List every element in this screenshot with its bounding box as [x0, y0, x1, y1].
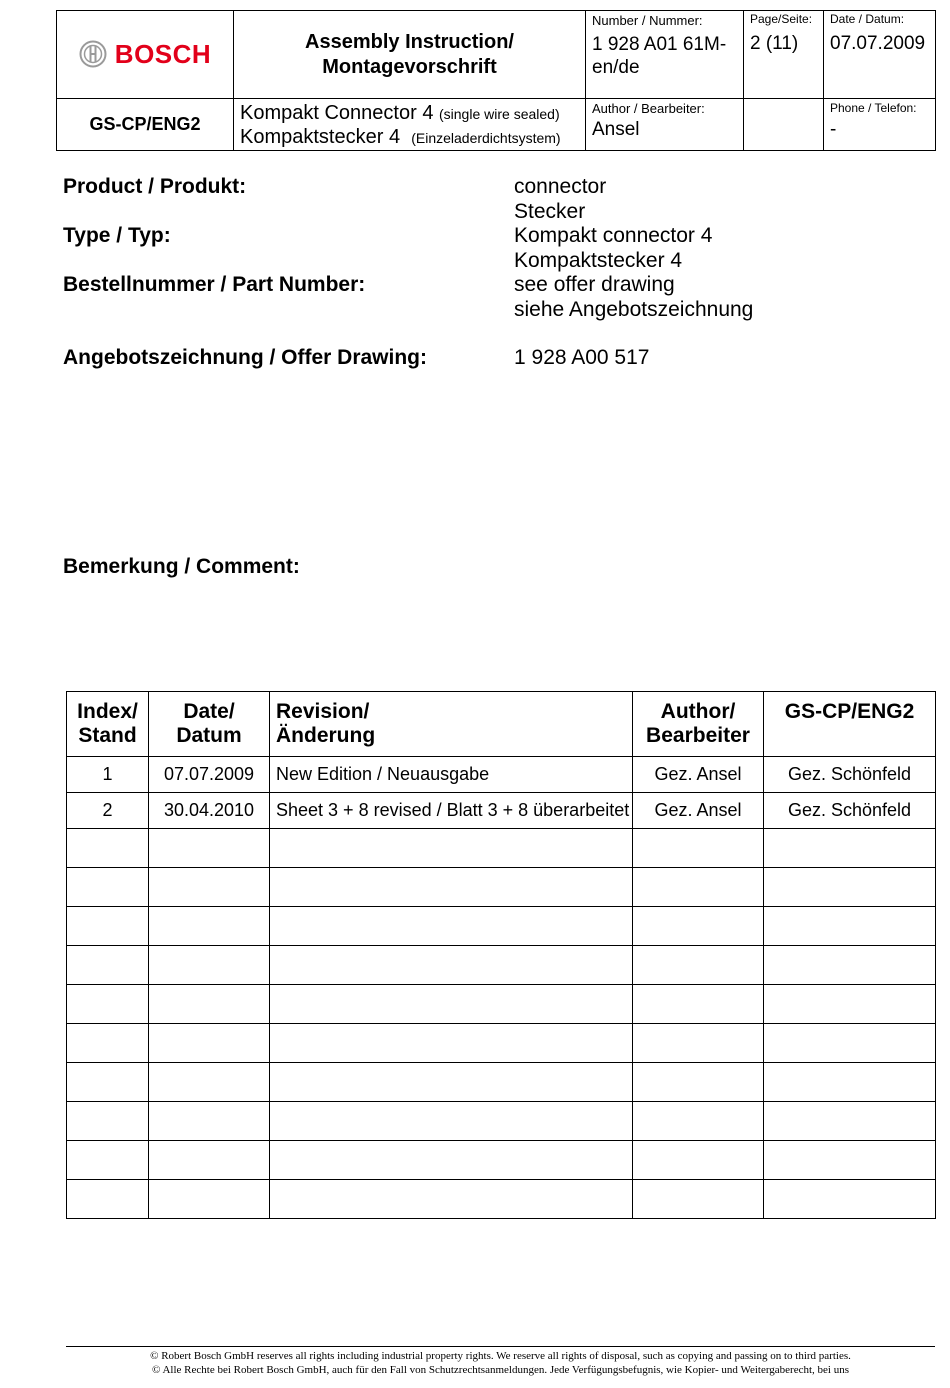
table-row — [67, 793, 936, 829]
row-revision: Sheet 3 + 8 revised / Blatt 3 + 8 überarbeitet — [270, 793, 633, 829]
product-value-en: connector — [514, 175, 607, 198]
description-line-1: Kompakt Connector 4 — [240, 102, 434, 124]
bosch-armature-icon — [79, 40, 107, 68]
page-value: 2 (11) — [750, 33, 799, 54]
author-cell — [586, 99, 744, 151]
department: GS-CP/ENG2 — [89, 114, 201, 134]
empty-table-row — [67, 1141, 936, 1180]
revision-header — [270, 692, 633, 757]
description-cell — [234, 99, 586, 151]
offer-drawing-label: Angebotszeichnung / Offer Drawing: — [63, 346, 428, 369]
number-value: 1 928 A01 61M-en/de — [592, 34, 727, 78]
row-approver: Gez. Schönfeld — [764, 757, 936, 793]
empty-table-row — [67, 946, 936, 985]
date-cell — [824, 11, 936, 99]
empty-table-row — [67, 868, 936, 907]
author-value: Ansel — [592, 119, 640, 140]
row-revision: New Edition / Neuausgabe — [270, 757, 633, 793]
empty-table-row — [67, 1180, 936, 1219]
empty-table-row — [67, 1024, 936, 1063]
document-title — [234, 11, 586, 99]
date-header — [149, 692, 270, 757]
author-header-line-2: Bearbeiter — [646, 724, 750, 747]
part-number-value-de: siehe Angebotszeichnung — [514, 297, 754, 321]
revision-table — [66, 691, 936, 1219]
date-value: 07.07.2009 — [830, 33, 926, 54]
brand-logo: BOSCH — [114, 38, 212, 69]
date-header-line-2: Datum — [176, 724, 242, 747]
empty-table-row — [67, 907, 936, 946]
empty-table-row — [67, 985, 936, 1024]
phone-label: Phone / Telefon: — [830, 101, 917, 115]
copyright-line-2: © Alle Rechte bei Robert Bosch GmbH, auch für den Fall von Schutzrechtsanmeldungen. Jede Verfügungsbefugnis, wie Kopier- und Weitergaberecht, bei uns — [151, 1364, 850, 1376]
table-row — [67, 757, 936, 793]
department-header: GS-CP/ENG2 — [764, 692, 936, 757]
date-header-line-1: Date/ — [183, 700, 235, 723]
type-label: Type / Typ: — [63, 224, 171, 247]
row-index: 1 — [67, 757, 149, 793]
index-header — [67, 692, 149, 757]
copyright-footer — [66, 1349, 935, 1377]
author-header-line-1: Author/ — [660, 700, 736, 723]
page-cell — [744, 11, 824, 99]
revision-header-line-2: Änderung — [276, 724, 376, 747]
empty-table-row — [67, 1102, 936, 1141]
product-label: Product / Produkt: — [63, 175, 247, 198]
phone-value: - — [830, 119, 837, 140]
part-number-value-en: see offer drawing — [514, 273, 675, 296]
number-label: Number / Nummer: — [592, 13, 703, 28]
number-cell — [586, 11, 744, 99]
title-line-1: Assembly Instruction/ — [305, 30, 514, 53]
index-header-line-1: Index/ — [77, 700, 138, 723]
empty-table-row — [67, 829, 936, 868]
row-author: Gez. Ansel — [633, 793, 764, 829]
comment-label: Bemerkung / Comment: — [63, 555, 300, 578]
author-label: Author / Bearbeiter: — [592, 101, 705, 116]
empty-cell — [744, 99, 824, 151]
description-note-2: (Einzeladerdichtsystem) — [411, 130, 561, 146]
revision-header-line-1: Revision/ — [276, 700, 370, 723]
empty-table-row — [67, 1063, 936, 1102]
row-approver: Gez. Schönfeld — [764, 793, 936, 829]
footer-divider — [66, 1346, 935, 1347]
author-header — [633, 692, 764, 757]
type-value-en: Kompakt connector 4 — [514, 224, 713, 247]
description-note-1: (single wire sealed) — [439, 106, 560, 122]
phone-cell — [824, 99, 936, 151]
row-author: Gez. Ansel — [633, 757, 764, 793]
part-number-label: Bestellnummer / Part Number: — [63, 273, 366, 296]
document-header — [56, 10, 936, 151]
revision-header-row — [67, 692, 936, 757]
type-value-de: Kompaktstecker 4 — [514, 248, 683, 272]
row-date: 30.04.2010 — [149, 793, 270, 829]
logo-cell — [57, 11, 234, 99]
copyright-line-1: © Robert Bosch GmbH reserves all rights including industrial property rights. We reserve all rights of disposal, such as copying and passing on to third parties. — [150, 1350, 851, 1362]
title-line-2: Montagevorschrift — [322, 55, 497, 78]
page-label: Page/Seite: — [750, 12, 813, 26]
product-value-de: Stecker — [514, 199, 586, 223]
product-fields — [63, 175, 923, 371]
date-label: Date / Datum: — [830, 12, 905, 26]
index-header-line-2: Stand — [78, 724, 137, 747]
row-date: 07.07.2009 — [149, 757, 270, 793]
row-index: 2 — [67, 793, 149, 829]
offer-drawing-value: 1 928 A00 517 — [514, 346, 650, 369]
department-cell — [57, 99, 234, 151]
description-line-2: Kompaktstecker 4 — [240, 126, 401, 148]
